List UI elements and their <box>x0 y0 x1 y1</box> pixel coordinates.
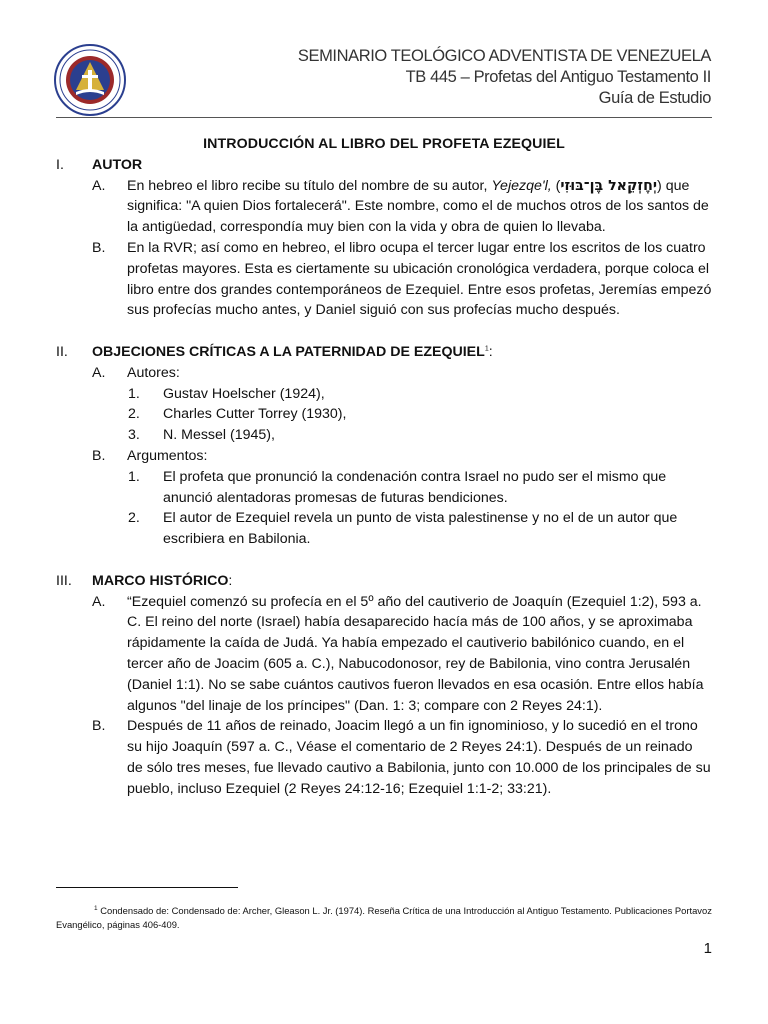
text: Charles Cutter Torrey (1930), <box>163 406 347 423</box>
section-number: III. <box>56 572 72 589</box>
text: N. Messel (1945), <box>163 427 275 444</box>
heading-colon: : <box>488 343 493 360</box>
paragraph-1b <box>92 238 712 321</box>
list-item <box>128 467 712 509</box>
item-label: 1. <box>128 385 140 402</box>
text: ( <box>551 177 561 194</box>
header-divider <box>56 117 712 118</box>
item-label: 2. <box>128 510 140 527</box>
header-guide: Guía de Estudio <box>598 89 711 107</box>
footnote-divider <box>56 887 238 888</box>
text: En la RVR; así como en hebreo, el libro ocupa el tercer lugar entre los escritos de los cuatro profetas mayores. Esta es ciertamente su ubicación cronológica verdadera, porque coloca el libro entre dos grandes contemporáneos de Ezequiel. Entre esos profetas, Jeremías empezó sus profecías mucho antes, y Daniel siguió con sus profecías mucho después. <box>127 239 712 319</box>
section-number: II. <box>56 343 68 360</box>
hebrew-transliteration: Yejezqe'l, <box>491 177 552 194</box>
list-item <box>128 425 712 446</box>
page-number: 1 <box>703 940 712 957</box>
item-label: B. <box>92 718 106 735</box>
list-item <box>128 508 712 550</box>
document-title: INTRODUCCIÓN AL LIBRO DEL PROFETA EZEQUIEL <box>203 136 565 152</box>
header-course: TB 445 – Profetas del Antiguo Testamento II <box>405 68 711 86</box>
item-label: B. <box>92 447 106 464</box>
text: En hebreo el libro recibe su título del nombre de su autor, <box>127 177 492 194</box>
text: Después de 11 años de reinado, Joacim llegó a un fin ignominioso, y lo sucedió en el trono su hijo Joaquín (597 a. C., Véase el comentario de 2 Reyes 24:1). Después de un reinado de sólo tres meses, fue llevado cautivo a Babilonia, junto con 10.000 de los principales de su pueblo, incluso Ezequiel (2 Reyes 24:12-16; Ezequiel 1:1-2; 33:21). <box>127 718 711 797</box>
paragraph-2a <box>92 363 712 384</box>
item-label: B. <box>92 239 106 256</box>
paragraph-3b <box>92 716 712 799</box>
paragraph-1a <box>92 176 712 238</box>
text: Gustav Hoelscher (1924), <box>163 385 325 402</box>
text: ) que significa: "A quien Dios fortalecerá". Este nombre, como el de muchos otros de los santos de la antigüedad, correspondía muy bien con la vida y obra de quien lo llevaba. <box>127 177 709 236</box>
footnote-mark: 1 <box>94 904 98 912</box>
list-item <box>128 384 712 405</box>
header-institution: SEMINARIO TEOLÓGICO ADVENTISTA DE VENEZUELA <box>297 47 711 65</box>
section-number: I. <box>56 156 64 173</box>
section-objeciones <box>56 342 712 363</box>
seminary-logo <box>54 44 126 116</box>
item-label: A. <box>92 364 106 381</box>
item-label: A. <box>92 593 106 610</box>
section-marco-historico <box>56 571 712 592</box>
text: “Ezequiel comenzó su profecía en el 5º año del cautiverio de Joaquín (Ezequiel 1:2), 593 a. C. El reino del norte (Israel) había desaparecido hacía más de 100 años, y se aproximaba rápidamente la caída de Judá. Ya había empezado el cautiverio babilónico cuando, en el tercer año de Joacim (605 a. C.), Nabucodonosor, rey de Babilonia, vino contra Jerusalén (Daniel 1:1). No se sabe cuántos cautivos fueron llevados en esa ocasión. Entre ellos había algunos "del linaje de los príncipes" (Dan. 1: 3; compare con 2 Reyes 24:1). <box>127 593 704 714</box>
hebrew-name: יְחֶזְקֵאל בֶּן־בּוּזִי <box>560 177 658 194</box>
item-label: 1. <box>128 468 140 485</box>
document-body <box>56 134 712 800</box>
document-header <box>298 46 711 109</box>
heading-colon: : <box>228 572 233 589</box>
text: Argumentos: <box>127 447 208 464</box>
list-item <box>128 404 712 425</box>
item-label: 2. <box>128 406 140 423</box>
footnote <box>56 904 716 932</box>
footnote-text: Condensado de: Condensado de: Archer, Gleason L. Jr. (1974). Reseña Crítica de una Introducción al Antiguo Testamento. Publicaciones Portavoz Evangélico, páginas 406-409. <box>56 905 712 930</box>
section-autor <box>56 155 712 176</box>
item-label: A. <box>92 177 106 194</box>
text: El autor de Ezequiel revela un punto de vista palestinense y no el de un autor que escribiera en Babilonia. <box>163 510 678 548</box>
paragraph-3a <box>92 592 712 717</box>
section-heading: MARCO HISTÓRICO <box>92 572 229 589</box>
text: El profeta que pronunció la condenación contra Israel no pudo ser el mismo que anunció alentadoras promesas de futuras bendiciones. <box>163 468 667 506</box>
footnote-reference[interactable]: 1 <box>484 345 489 353</box>
section-heading: OBJECIONES CRÍTICAS A LA PATERNIDAD DE EZEQUIEL <box>92 343 485 360</box>
section-heading: AUTOR <box>92 156 143 173</box>
text: Autores: <box>127 364 180 381</box>
paragraph-2b <box>92 446 712 467</box>
item-label: 3. <box>128 427 140 444</box>
